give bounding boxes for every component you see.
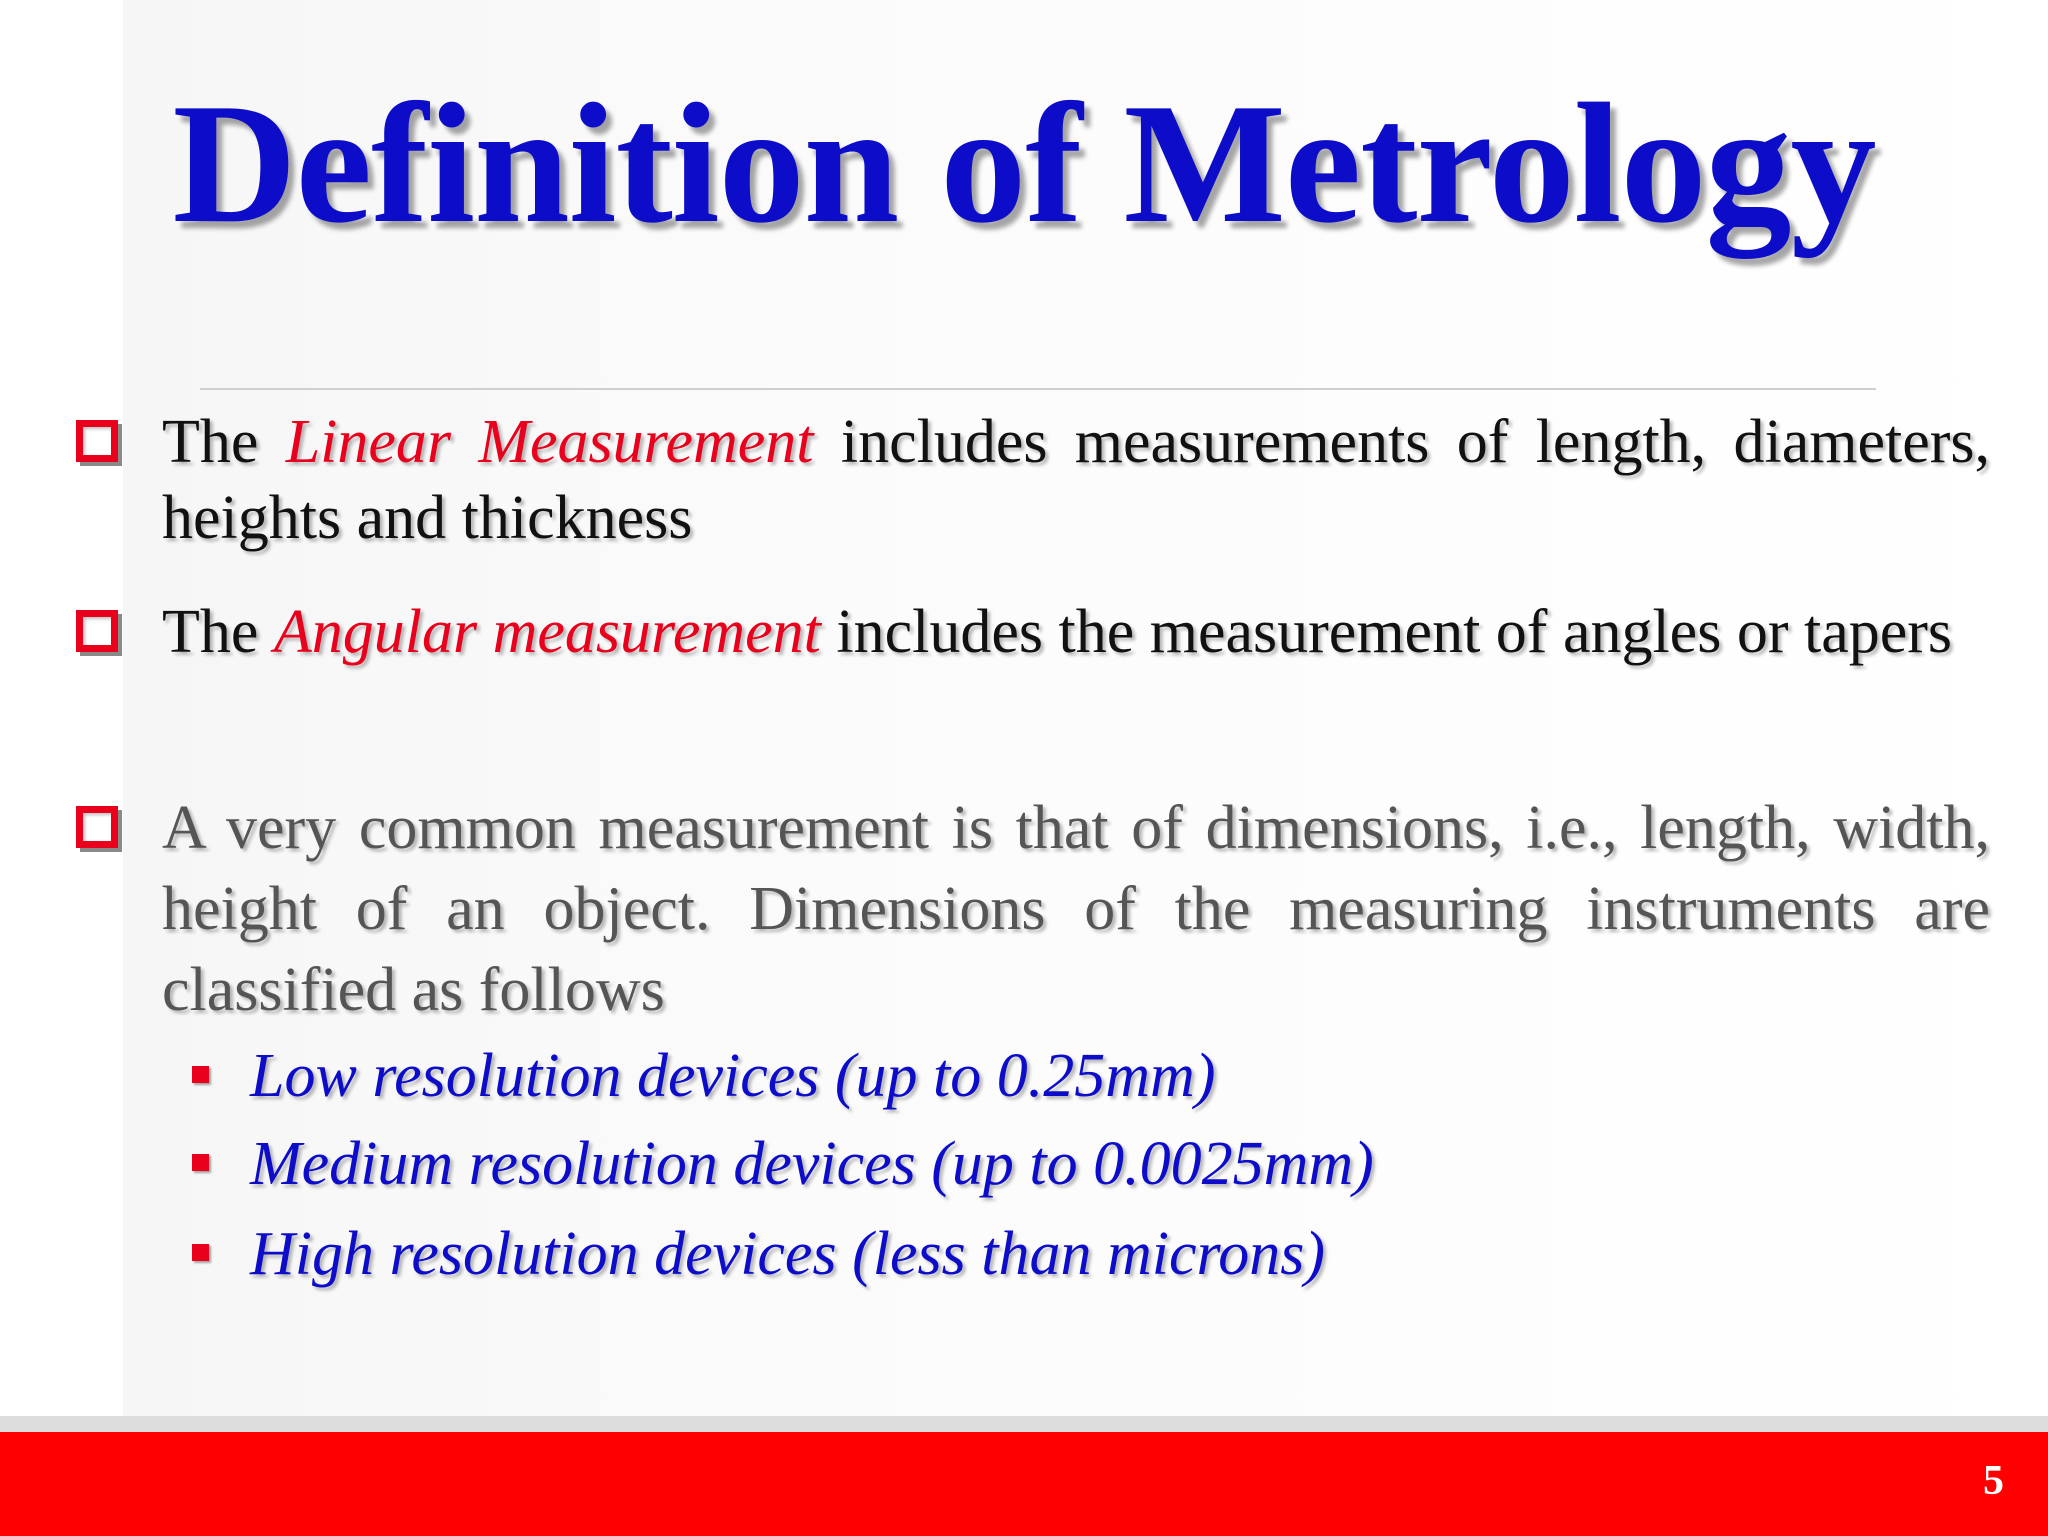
sub-bullet-high-resolution: High resolution devices (less than microns): [250, 1220, 1326, 1288]
title-divider: [200, 388, 1876, 390]
square-bullet-icon: [192, 1154, 209, 1171]
bullet-text: A very common measurement is that of dimensions, i.e., length, width, height of an object. Dimensions of the measuring instruments are classified as follows: [162, 794, 1990, 1024]
bullet-emphasis: Angular measurement: [273, 598, 821, 666]
checkbox-bullet-icon: [76, 420, 118, 462]
bullet-text: includes measurements of length, diameters, heights and thickness: [162, 408, 1990, 552]
sub-bullet-low-resolution: Low resolution devices (up to 0.25mm): [250, 1042, 1216, 1110]
bullet-prefix: The: [162, 408, 286, 476]
footer-band: [0, 1432, 2048, 1536]
sub-bullet-medium-resolution: Medium resolution devices (up to 0.0025mm): [250, 1130, 1374, 1198]
bullet-linear-measurement: [162, 404, 1990, 556]
bullet-text: includes the measurement of angles or tapers: [820, 598, 1953, 666]
bullet-angular-measurement: [162, 594, 1990, 670]
slide-title: Definition of Metrology: [172, 69, 1876, 259]
checkbox-bullet-icon: [76, 610, 118, 652]
square-bullet-icon: [192, 1066, 209, 1083]
square-bullet-icon: [192, 1244, 209, 1261]
bullet-dimensions: [162, 788, 1990, 1031]
page-number: 5: [1983, 1458, 2004, 1504]
bullet-prefix: The: [162, 598, 274, 666]
bullet-emphasis: Linear Measurement: [285, 408, 814, 476]
footer-divider: [0, 1416, 2048, 1432]
checkbox-bullet-icon: [76, 806, 118, 848]
